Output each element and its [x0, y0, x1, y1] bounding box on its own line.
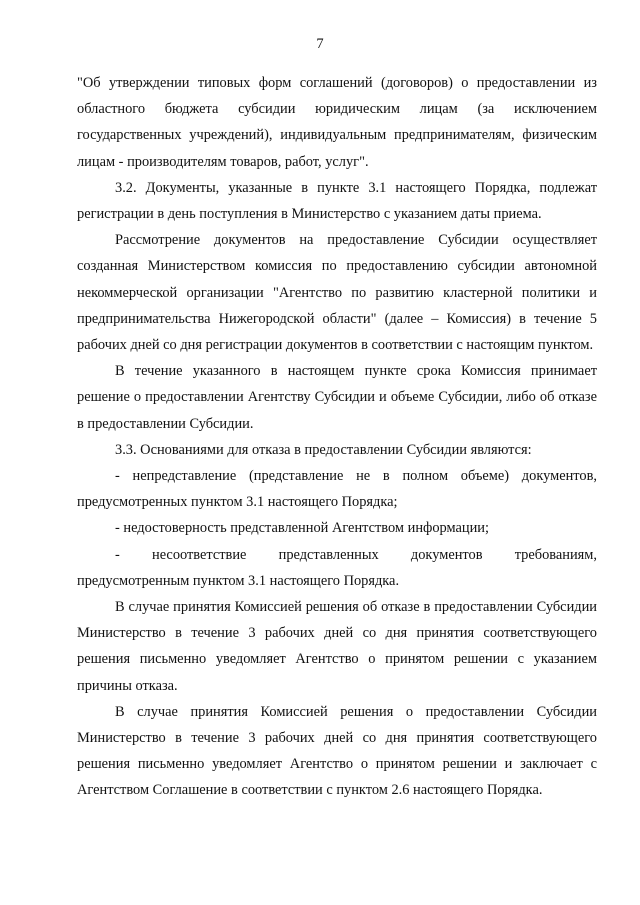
paragraph-order-title-continuation: "Об утверждении типовых форм соглашений (договоров) о предоставлении из областного бюджета субсидии юридическим лицам (за исключением государственных учреждений), индивидуальным предпринимателям, физическим лицам - производителям товаров, работ, услуг". [77, 75, 597, 170]
paragraph-commission-review: Рассмотрение документов на предоставление Субсидии осуществляет созданная Министерством комиссия по предоставлению субсидии автономной некоммерческой организации "Агентство по развитию кластерной политики и предпринимательства Нижегородской области" (далее – Комиссия) в течение 5 рабочих дней со дня регистрации документов в соответствии с настоящим пунктом. [77, 232, 597, 354]
document-body [77, 70, 597, 804]
paragraph-commission-decision: В течение указанного в настоящем пункте срока Комиссия принимает решение о предоставлении Агентству Субсидии и объеме Субсидии, либо об отказе в предоставлении Субсидии. [77, 363, 597, 432]
paragraph-3-3: 3.3. Основаниями для отказа в предоставлении Субсидии являются: [115, 441, 532, 458]
paragraph-3-2: 3.2. Документы, указанные в пункте 3.1 настоящего Порядка, подлежат регистрации в день поступления в Министерство с указанием даты приема. [77, 179, 597, 223]
list-item-non-compliance: - несоответствие представленных документов требованиям, предусмотренным пунктом 3.1 настоящего Порядка. [77, 546, 597, 589]
paragraph-grant-notice: В случае принятия Комиссией решения о предоставлении Субсидии Министерство в течение 3 рабочих дней со дня принятия соответствующего решения письменно уведомляет Агентство о принятом решении и заключает с Агентством Соглашение в соответствии с пунктом 2.6 настоящего Порядка. [77, 703, 597, 799]
list-item-non-submission: - непредставление (представление не в полном объеме) документов, предусмотренных пунктом 3.1 настоящего Порядка; [77, 468, 597, 511]
page-number: 7 [316, 36, 324, 52]
list-item-unreliable-info: - недостоверность представленной Агентством информации; [115, 520, 490, 537]
paragraph-refusal-notice: В случае принятия Комиссией решения об отказе в предоставлении Субсидии Министерство в течение 3 рабочих дней со дня принятия соответствующего решения письменно уведомляет Агентство о принятом решении с указанием причины отказа. [77, 599, 597, 694]
